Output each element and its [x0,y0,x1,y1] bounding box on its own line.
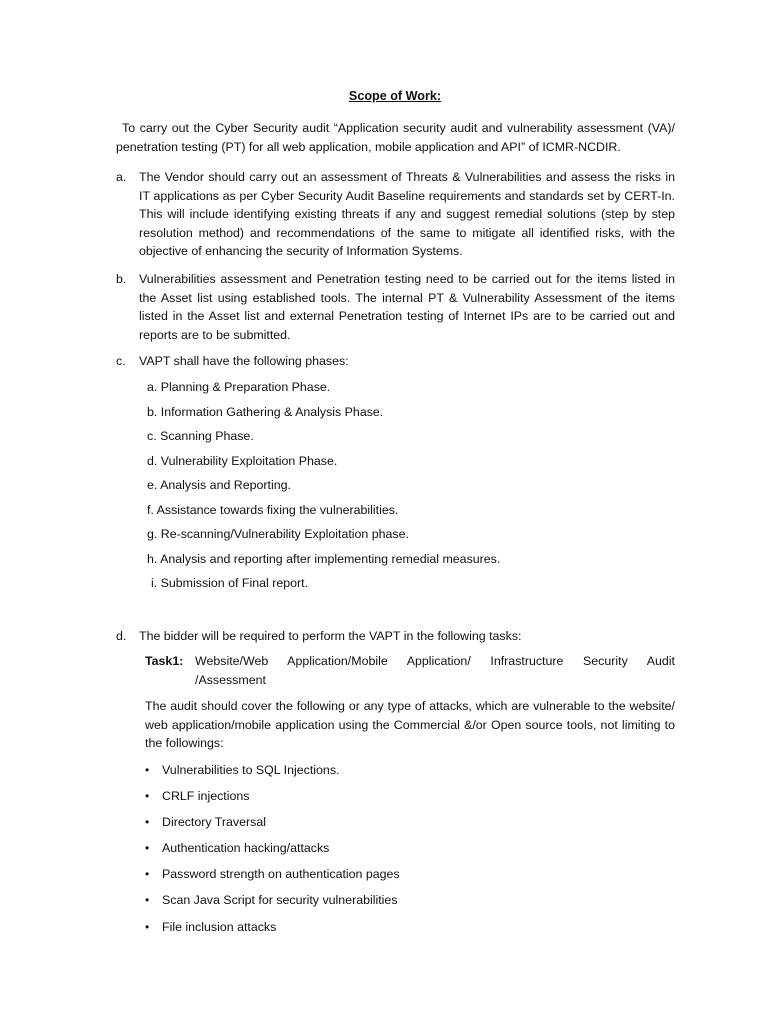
phase-item: h. Analysis and reporting after implementing remedial measures. [147,552,501,566]
list-marker: b. [116,272,127,286]
phase-item: b. Information Gathering & Analysis Phase. [147,405,384,419]
list-item-text: The Vendor should carry out an assessment of Threats & Vulnerabilities and assess the risks in IT applications as per Cyber Security Audit Baseline requirements and standards set by CERT-In. This will include identifying existing threats if any and suggest remedial solutions (step by step resolution method) and recommendations of the same to mitigate all identified risks, with the objective of enhancing the security of Information Systems. [139,170,675,259]
section-title: Scope of Work: [348,89,442,103]
intro-paragraph: To carry out the Cyber Security audit “Application security audit and vulnerability assessment (VA)/ penetration testing (PT) for all web application, mobile application and API” of ICMR-NCDIR. [116,121,675,154]
bullet-text: File inclusion attacks [162,920,277,934]
bullet-text: Password strength on authentication pages [162,867,400,881]
list-marker: a. [116,170,127,184]
bullet-icon: • [145,789,150,803]
bullet-icon: • [145,867,150,881]
bullet-icon: • [145,893,150,907]
audit-paragraph: The audit should cover the following or any type of attacks, which are vulnerable to the website/ web application/mobile application using the Commercial &/or Open source tools, not limiting to the followings: [145,699,675,751]
phase-item: f. Assistance towards fixing the vulnerabilities. [147,503,399,517]
task1-title-line1: Website/Web Application/Mobile Application/ Infrastructure Security Audit [195,654,675,668]
bullet-text: CRLF injections [162,789,250,803]
bullet-icon: • [145,841,150,855]
phase-item: g. Re-scanning/Vulnerability Exploitation phase. [147,527,409,541]
list-item-text: VAPT shall have the following phases: [139,354,349,368]
task1-label: Task1: [145,654,184,668]
bullet-text: Scan Java Script for security vulnerabilities [162,893,398,907]
list-item-text: The bidder will be required to perform the VAPT in the following tasks: [139,629,522,643]
bullet-icon: • [145,815,150,829]
list-marker: c. [116,354,126,368]
bullet-text: Vulnerabilities to SQL Injections. [162,763,340,777]
bullet-text: Directory Traversal [162,815,266,829]
phase-item: e. Analysis and Reporting. [147,478,291,492]
phase-item: i. Submission of Final report. [151,576,309,590]
task1-title-line2: /Assessment [195,673,266,687]
phase-item: d. Vulnerability Exploitation Phase. [147,454,338,468]
phase-item: a. Planning & Preparation Phase. [147,380,331,394]
list-marker: d. [116,629,127,643]
bullet-icon: • [145,920,150,934]
phase-item: c. Scanning Phase. [147,429,254,443]
bullet-icon: • [145,763,150,777]
list-item-text: Vulnerabilities assessment and Penetration testing need to be carried out for the items listed in the Asset list using established tools. The internal PT & Vulnerability Assessment of the items listed in the Asset list and external Penetration testing of Internet IPs are to be carried out and reports are to be submitted. [139,272,675,342]
bullet-text: Authentication hacking/attacks [162,841,330,855]
